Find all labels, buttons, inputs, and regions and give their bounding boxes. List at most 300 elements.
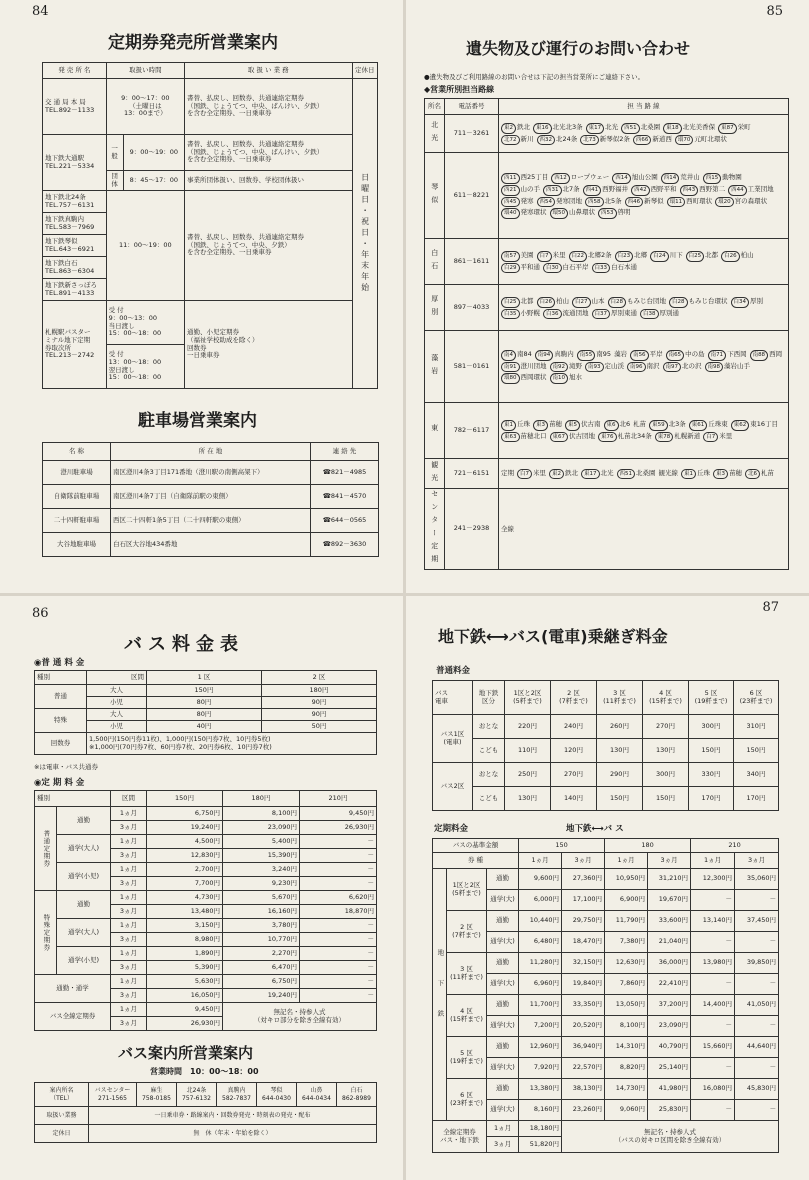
- route-name: 西野第二: [699, 184, 726, 193]
- fare-value: －: [300, 919, 377, 933]
- page-number: 86: [32, 606, 49, 621]
- route-number: 東2: [501, 123, 516, 134]
- header-cell: 地下鉄 区分: [473, 681, 505, 715]
- route-name: 伏古南: [581, 419, 601, 428]
- fare-value: 9,230円: [223, 877, 300, 891]
- header-cell: 取扱い時間: [106, 63, 184, 79]
- ticket-note: 無記名・持参人式 （対キロ部分を除き全線有効）: [223, 1003, 377, 1031]
- route-number: 東76: [598, 432, 617, 443]
- fare-value: －: [691, 932, 735, 953]
- route-name: 北7条: [562, 184, 580, 193]
- bus-zone: バス1区 (電車): [433, 715, 473, 763]
- route-number: 環70: [675, 135, 694, 146]
- fare-value: 220円: [505, 715, 551, 739]
- route-number: 東17: [586, 123, 605, 134]
- parking-phone: ☎841－4570: [311, 485, 379, 509]
- route-number: 西14: [612, 173, 631, 184]
- office-duties: 書替、払戻し、回数券、共通連絡定期券 （国鉄、じょうてつ、中央、夕鉄） を含む全定期券、一日乗車券: [185, 191, 353, 301]
- office-name: 地下鉄真駒内 TEL.583－7969: [43, 213, 107, 235]
- info-office: 山鼻 644-0434: [297, 1083, 337, 1107]
- fare-value: 26,930円: [300, 821, 377, 835]
- route-number: 西43: [680, 185, 699, 196]
- route-entry: [627, 362, 660, 370]
- route-name: 美園: [520, 250, 534, 259]
- route-name: 北桑園: [640, 122, 661, 131]
- fare-value: 14,730円: [605, 1079, 648, 1100]
- fare-value: 11,790円: [605, 911, 648, 932]
- route-entry: [537, 251, 566, 259]
- route-entry: [608, 297, 667, 305]
- route-entry: [650, 251, 683, 259]
- office-kind: 一般: [106, 135, 123, 171]
- parking-address: 南区澄川4条7丁目（自衛隊前駅の東側）: [111, 485, 311, 509]
- route-name: 厚別東通: [611, 308, 637, 317]
- fare-value: 180円: [262, 685, 377, 697]
- route-list: [499, 153, 789, 239]
- route-entry: [533, 123, 583, 131]
- fare-value: 260円: [597, 715, 643, 739]
- fare-value: 14,310円: [605, 1037, 648, 1058]
- route-number: 南56: [630, 350, 649, 361]
- route-entry: [585, 197, 622, 205]
- table-row: [35, 919, 377, 933]
- route-name: 工業団地: [747, 184, 774, 193]
- route-number: 南10: [550, 373, 569, 384]
- fare-value: －: [300, 933, 377, 947]
- table-row: [43, 509, 379, 533]
- fare-value: 130円: [597, 739, 643, 763]
- header-cell: 券 種: [433, 853, 519, 869]
- route-name: 平和通: [520, 262, 540, 271]
- route-number: 環40: [501, 208, 520, 219]
- fare-value: －: [300, 849, 377, 863]
- route-number: 南91: [501, 362, 520, 373]
- route-number: 白38: [640, 309, 659, 320]
- route-name: 発寒: [520, 196, 534, 205]
- table-row: [35, 975, 377, 989]
- table-row: [433, 1121, 779, 1137]
- fare-value: 270円: [551, 763, 597, 787]
- fare-value: 37,200円: [648, 995, 691, 1016]
- footnote: ※は電車・バス共通券: [34, 763, 98, 771]
- table-row: [35, 835, 377, 849]
- info-office: 北24条 757-6132: [177, 1083, 217, 1107]
- route-name: 札苗: [633, 419, 647, 428]
- parking-phone: ☎644－0565: [311, 509, 379, 533]
- fare-value: 16,050円: [147, 989, 223, 1003]
- route-entry: [598, 432, 652, 440]
- fare-value: 6,900円: [605, 890, 648, 911]
- route-entry: [649, 420, 686, 428]
- section-title-ticket-offices: 定期券発売所営業案内: [108, 33, 278, 53]
- table-row: [425, 285, 789, 331]
- passenger-class: おとな: [473, 763, 505, 787]
- fare-value: 21,040円: [648, 932, 691, 953]
- parking-table: [42, 442, 379, 557]
- fare-value: 6,470円: [223, 961, 300, 975]
- table-row: [433, 869, 779, 890]
- period: 1ヵ月: [111, 919, 147, 933]
- route-name: 旭水: [569, 373, 582, 382]
- route-entry: [666, 350, 705, 358]
- route-name: 山本: [591, 296, 605, 305]
- route-name: 丘珠: [697, 468, 710, 477]
- table-row: [43, 485, 379, 509]
- ticket-type: 通学(大): [487, 932, 519, 953]
- route-number: 西66: [633, 135, 652, 146]
- header-cell: 所 在 地: [111, 443, 311, 461]
- fare-value: 8,100円: [223, 807, 300, 821]
- parking-name: 澄川駐車場: [43, 461, 111, 485]
- route-name: 山の手: [520, 184, 540, 193]
- route-number: 環80: [501, 373, 520, 384]
- route-number: 白22: [569, 251, 588, 262]
- route-entry: [501, 469, 514, 477]
- fare-value: 6,750円: [147, 807, 223, 821]
- route-entry: [517, 469, 546, 477]
- route-entry: [501, 185, 540, 193]
- route-name: 藻岩山手: [724, 361, 750, 370]
- fare-value: 150円: [689, 739, 734, 763]
- table-row: [43, 533, 379, 557]
- fare-value: －: [300, 877, 377, 891]
- ticket-subtype: 通学(大人): [57, 919, 111, 947]
- route-name: 苗穂: [729, 468, 742, 477]
- parking-phone: ☎892－3630: [311, 533, 379, 557]
- fare-value: 25,830円: [648, 1100, 691, 1121]
- route-name: 柏山: [556, 296, 569, 305]
- route-number: 南93: [585, 362, 604, 373]
- ticket-type: 通勤・通学: [35, 975, 111, 1003]
- info-office: 琴似 644-0430: [257, 1083, 297, 1107]
- route-number: 白36: [543, 309, 562, 320]
- period: 3ヵ月: [111, 989, 147, 1003]
- office-phone: 897－4033: [445, 285, 499, 331]
- fare-value: 6,750円: [223, 975, 300, 989]
- fare-value: 130円: [505, 787, 551, 811]
- route-entry: [501, 309, 540, 317]
- fare-value: 18,180円: [519, 1121, 562, 1137]
- passenger-class: こども: [473, 787, 505, 811]
- fare-value: 13,480円: [147, 905, 223, 919]
- parking-name: 自衛隊前駐車場: [43, 485, 111, 509]
- route-number: 南71: [708, 350, 727, 361]
- route-entry: [661, 173, 700, 181]
- fare-value: 15,390円: [223, 849, 300, 863]
- route-entry: [615, 251, 648, 259]
- fare-value: 170円: [734, 787, 779, 811]
- fare-value: 36,000円: [648, 953, 691, 974]
- table-row: [35, 807, 377, 821]
- ticket-type: 全線定期券 バス・地下鉄: [433, 1121, 487, 1153]
- route-name: 元町北環状: [694, 134, 727, 143]
- route-number: 白26: [537, 297, 556, 308]
- route-entry: [535, 350, 574, 358]
- fare-value: 2,700円: [147, 863, 223, 877]
- fare-value: 3,150円: [147, 919, 223, 933]
- info-office: バスセンター 271-1565: [89, 1083, 137, 1107]
- ticket-subtype: 通勤: [57, 891, 111, 919]
- page-85: [406, 0, 809, 593]
- route-entry: [550, 208, 596, 216]
- route-entry: [663, 123, 715, 131]
- header-cell: 3ヵ月: [648, 853, 691, 869]
- route-entry: [569, 251, 612, 259]
- table-row: [433, 1079, 779, 1100]
- route-entry: [630, 350, 663, 358]
- ticket-type: 通勤: [487, 953, 519, 974]
- route-number: 東62: [731, 420, 750, 431]
- route-name: 東16丁目: [750, 419, 779, 428]
- route-entry: [549, 469, 578, 477]
- office-name: 交 通 局 本 局 TEL.892－1133: [43, 79, 107, 135]
- route-name: 札幌新道: [674, 431, 701, 440]
- route-entry: [640, 309, 679, 317]
- office-duties: 書替、払戻し、回数券、共通連絡定期券 （国鉄、じょうてつ、中央、ばんけい、夕鉄） を含む全定期券、一日乗車券: [185, 79, 353, 135]
- fare-value: 2,270円: [223, 947, 300, 961]
- route-entry: [565, 420, 601, 428]
- fare-value: －: [735, 974, 779, 995]
- route-number: 西45: [501, 197, 520, 208]
- route-name: 定期: [501, 468, 514, 477]
- route-number: 南4: [501, 350, 516, 361]
- route-entry: [501, 350, 532, 358]
- fare-value: －: [735, 1016, 779, 1037]
- fare-value: －: [735, 932, 779, 953]
- fare-value: 22,410円: [648, 974, 691, 995]
- route-entry: [550, 373, 583, 381]
- fare-value: 12,830円: [147, 849, 223, 863]
- route-entry: [580, 135, 630, 143]
- ticket-type: 通勤: [487, 869, 519, 890]
- ticket-type: 通勤: [487, 911, 519, 932]
- office-name: 北光: [425, 115, 445, 153]
- ticket-type: 通学(大): [487, 1100, 519, 1121]
- route-name: 西25丁目: [520, 173, 549, 182]
- route-number: 東3: [533, 420, 548, 431]
- office-duties: 書替、払戻し、回数券、共通連絡定期券 （国鉄、じょうてつ、中央、ばんけい、夕鉄） を含む全定期券、一日乗車券: [185, 135, 353, 171]
- fare-value: 5,670円: [223, 891, 300, 905]
- fare-value: 11,700円: [519, 995, 562, 1016]
- parking-address: 南区澄川4条3丁目171番地（澄川駅の南側高架下）: [111, 461, 311, 485]
- route-number: 東61: [689, 420, 708, 431]
- subheading-commuter: 定期料金: [434, 824, 469, 834]
- transfer-commuter-table: [432, 838, 779, 1153]
- row-value: 一日乗車券・路線案内・回数券発売・時刻表の発売・配布: [89, 1107, 377, 1125]
- route-name: 札苗北34条: [617, 431, 652, 440]
- table-row: [425, 331, 789, 403]
- fare-value: －: [300, 835, 377, 849]
- route-number: 北6: [745, 469, 760, 480]
- route-entry: [501, 525, 514, 533]
- route-name: 荒井山: [680, 173, 700, 182]
- row-label: 取扱い業務: [35, 1107, 89, 1125]
- table-row: [433, 911, 779, 932]
- route-entry: [718, 123, 751, 131]
- fare-type: 特殊: [35, 709, 87, 733]
- fare-value: 140円: [551, 787, 597, 811]
- route-list: [499, 239, 789, 285]
- fare-value: 250円: [505, 763, 551, 787]
- section-title-parking: 駐車場営業案内: [138, 411, 257, 431]
- route-number: 南98: [705, 362, 724, 373]
- fare-value: －: [735, 1058, 779, 1079]
- route-entry: [715, 197, 767, 205]
- header-cell: 210円: [300, 791, 377, 807]
- fare-value: －: [691, 1100, 735, 1121]
- route-name: 北郷2条: [588, 250, 612, 259]
- fare-type: 普通: [35, 685, 87, 709]
- route-entry: [501, 135, 534, 143]
- route-name: 動物園: [722, 173, 742, 182]
- route-name: 新琴似: [644, 196, 664, 205]
- fare-value: 19,240円: [223, 989, 300, 1003]
- bus-zone: バス2区: [433, 763, 473, 811]
- fare-value: 11,280円: [519, 953, 562, 974]
- fare-value: －: [691, 1016, 735, 1037]
- route-name: 栄町: [737, 122, 751, 131]
- route-entry: [659, 469, 679, 477]
- ticket-type: 通学(大): [487, 1016, 519, 1037]
- table-row: [35, 1107, 377, 1125]
- route-number: 東78: [655, 432, 674, 443]
- ticket-subtype: 通学(大人): [57, 835, 111, 863]
- office-hours: 受 付 9：00～13：00 当日渡し 15：00～18：00: [106, 301, 184, 345]
- route-number: 東67: [550, 432, 569, 443]
- route-number: 白24: [650, 251, 669, 262]
- route-entry: [550, 432, 596, 440]
- route-entry: [604, 420, 631, 428]
- fare-value: 38,130円: [562, 1079, 605, 1100]
- route-entry: [592, 309, 638, 317]
- route-entry: [731, 297, 764, 305]
- route-name: 北都: [705, 250, 719, 259]
- route-entry: [713, 469, 742, 477]
- route-entry: [667, 197, 713, 205]
- route-name: 西町環状: [686, 196, 713, 205]
- fare-value: 270円: [643, 715, 689, 739]
- fare-value: 8,160円: [519, 1100, 562, 1121]
- table-row: [433, 787, 779, 811]
- table-row: [425, 403, 789, 459]
- section-title-fares: バス料金表: [124, 634, 244, 655]
- fare-value: 13,140円: [691, 911, 735, 932]
- fare-value: 120円: [551, 739, 597, 763]
- fare-value: 290円: [597, 763, 643, 787]
- route-name: 米里: [533, 468, 546, 477]
- route-entry: [614, 350, 627, 358]
- holiday-cell: 日曜日・祝日・年末年始: [352, 79, 377, 389]
- office-name: 地下鉄琴似 TEL.643－6921: [43, 235, 107, 257]
- table-row: [433, 715, 779, 739]
- route-list: [499, 285, 789, 331]
- period: 3ヵ月: [111, 1017, 147, 1031]
- table-row: [433, 839, 779, 853]
- office-hours: 9：00～17：00 （土曜日は 13：00まで）: [106, 79, 184, 135]
- route-name: 北光: [605, 122, 619, 131]
- fare-value: －: [691, 1058, 735, 1079]
- period: 1ヵ月: [111, 891, 147, 905]
- parking-phone: ☎821－4985: [311, 461, 379, 485]
- office-name: 地下鉄新さっぽろ TEL.891－4133: [43, 279, 107, 301]
- fare-class: 大人: [87, 709, 147, 721]
- route-name: 西岡: [769, 350, 783, 359]
- fare-value: 110円: [505, 739, 551, 763]
- table-row: [425, 239, 789, 285]
- route-list: [499, 115, 789, 153]
- fare-value: 16,080円: [691, 1079, 735, 1100]
- route-number: 環20: [715, 197, 734, 208]
- fare-value: 27,360円: [562, 869, 605, 890]
- route-number: 南92: [550, 362, 569, 373]
- route-name: 新琴似2条: [599, 134, 630, 143]
- table-row: [35, 1003, 377, 1017]
- office-phone: 721－6151: [445, 459, 499, 489]
- ticket-subtype: 通学(小児): [57, 947, 111, 975]
- parking-address: 西区二十四軒1条5丁目（二十四軒駅の東側）: [111, 509, 311, 533]
- fare-type: 回数券: [35, 733, 87, 755]
- route-number: 南65: [666, 350, 685, 361]
- route-entry: [501, 197, 534, 205]
- fare-value: 80円: [147, 709, 262, 721]
- office-hours: 9：00～19：00: [123, 135, 184, 171]
- route-name: 北桑園: [636, 468, 656, 477]
- route-entry: [586, 123, 619, 131]
- route-name: 北24条: [556, 134, 578, 143]
- header-cell: 電話番号: [445, 99, 499, 115]
- parking-name: 大谷地駐車場: [43, 533, 111, 557]
- fare-value: 45,830円: [735, 1079, 779, 1100]
- table-row: [433, 853, 779, 869]
- fare-value: 300円: [643, 763, 689, 787]
- fare-value: 130円: [643, 739, 689, 763]
- header-cell: 案内所名 （TEL）: [35, 1083, 89, 1107]
- fare-value: 10,440円: [519, 911, 562, 932]
- fare-value: 22,570円: [562, 1058, 605, 1079]
- fare-value: 41,980円: [648, 1079, 691, 1100]
- period: 1ヵ月: [111, 1003, 147, 1017]
- route-number: 西58: [585, 197, 604, 208]
- business-hours: 営業時間 10：00～18：00: [150, 1067, 259, 1076]
- route-entry: [543, 309, 589, 317]
- route-entry: [703, 432, 732, 440]
- fare-value: 6,480円: [519, 932, 562, 953]
- period: 3ヵ月: [111, 821, 147, 835]
- route-entry: [598, 208, 631, 216]
- office-duties: 通勤、小児定期券 （福祉学校助成を除く） 回数券 一日乗車券: [185, 301, 353, 389]
- route-entry: [686, 251, 719, 259]
- table-row: [433, 739, 779, 763]
- route-number: 環11: [667, 197, 686, 208]
- fare-value: 17,100円: [562, 890, 605, 911]
- table-row: [425, 459, 789, 489]
- route-number: 白25: [686, 251, 705, 262]
- fare-value: 9,450円: [300, 807, 377, 821]
- route-name: 白石本通: [611, 262, 637, 271]
- table-row: [433, 953, 779, 974]
- route-number: 白33: [592, 263, 611, 274]
- fare-value: 9,600円: [519, 869, 562, 890]
- route-number: 西54: [537, 197, 556, 208]
- route-entry: [705, 362, 751, 370]
- route-number: 白27: [572, 297, 591, 308]
- route-name: 北5条: [604, 196, 622, 205]
- fare-value: 19,840円: [562, 974, 605, 995]
- route-name: もみじ台団地: [627, 296, 666, 305]
- route-number: 白30: [543, 263, 562, 274]
- route-entry: [750, 350, 783, 358]
- route-entry: [633, 135, 672, 143]
